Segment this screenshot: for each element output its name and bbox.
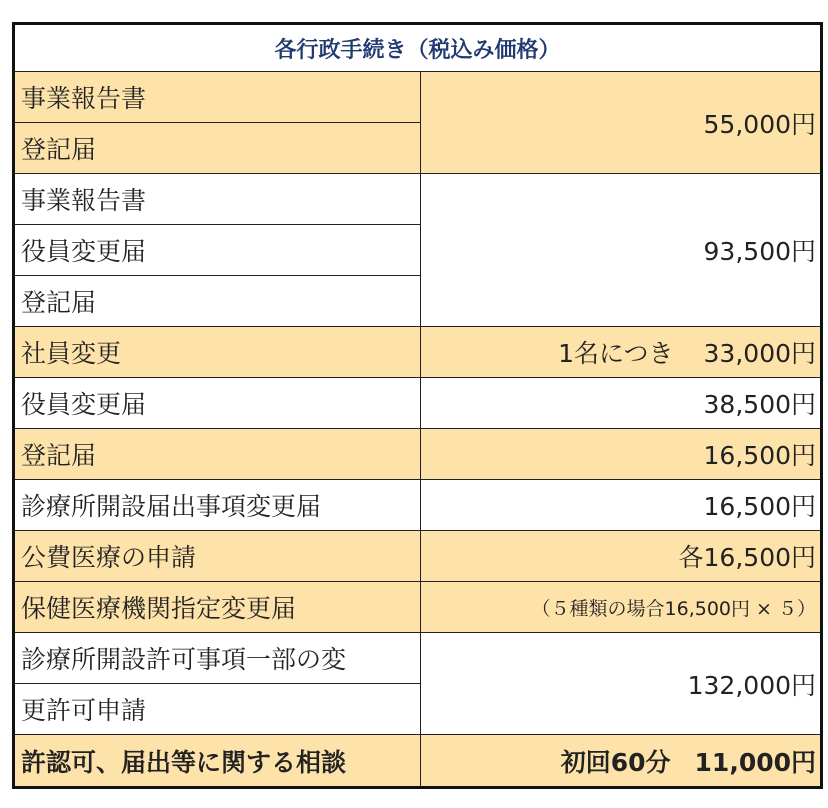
price-value: 38,500円 <box>421 378 822 429</box>
price-note: （５種類の場合16,500円 × ５） <box>421 582 822 633</box>
service-label: 保健医療機関指定変更届 <box>14 582 421 633</box>
service-label: 事業報告書 <box>14 174 421 225</box>
price-value: 16,500円 <box>421 429 822 480</box>
service-label: 事業報告書 <box>14 72 421 123</box>
price-value: 55,000円 <box>421 72 822 174</box>
service-label: 診療所開設許可事項一部の変 <box>14 633 421 684</box>
service-label: 登記届 <box>14 429 421 480</box>
service-label: 登記届 <box>14 276 421 327</box>
price-value: 11,000円 <box>694 747 817 777</box>
consultation-label: 許認可、届出等に関する相談 <box>14 735 421 788</box>
table-title: 各行政手続き（税込み価格） <box>14 24 822 72</box>
service-label: 登記届 <box>14 123 421 174</box>
price-value: 132,000円 <box>421 633 822 735</box>
price-prefix: 1名につき <box>558 339 674 368</box>
price-prefix: 初回60分 <box>560 747 671 777</box>
price-table <box>12 22 823 789</box>
service-label: 診療所開設届出事項変更届 <box>14 480 421 531</box>
consultation-price-cell <box>421 735 822 788</box>
price-value: 33,000円 <box>703 339 817 368</box>
price-value: 各16,500円 <box>421 531 822 582</box>
service-label: 社員変更 <box>14 327 421 378</box>
service-label: 役員変更届 <box>14 225 421 276</box>
service-label: 役員変更届 <box>14 378 421 429</box>
price-value: 93,500円 <box>421 174 822 327</box>
service-label: 公費医療の申請 <box>14 531 421 582</box>
price-value: 16,500円 <box>421 480 822 531</box>
price-cell <box>421 327 822 378</box>
service-label: 更許可申請 <box>14 684 421 735</box>
